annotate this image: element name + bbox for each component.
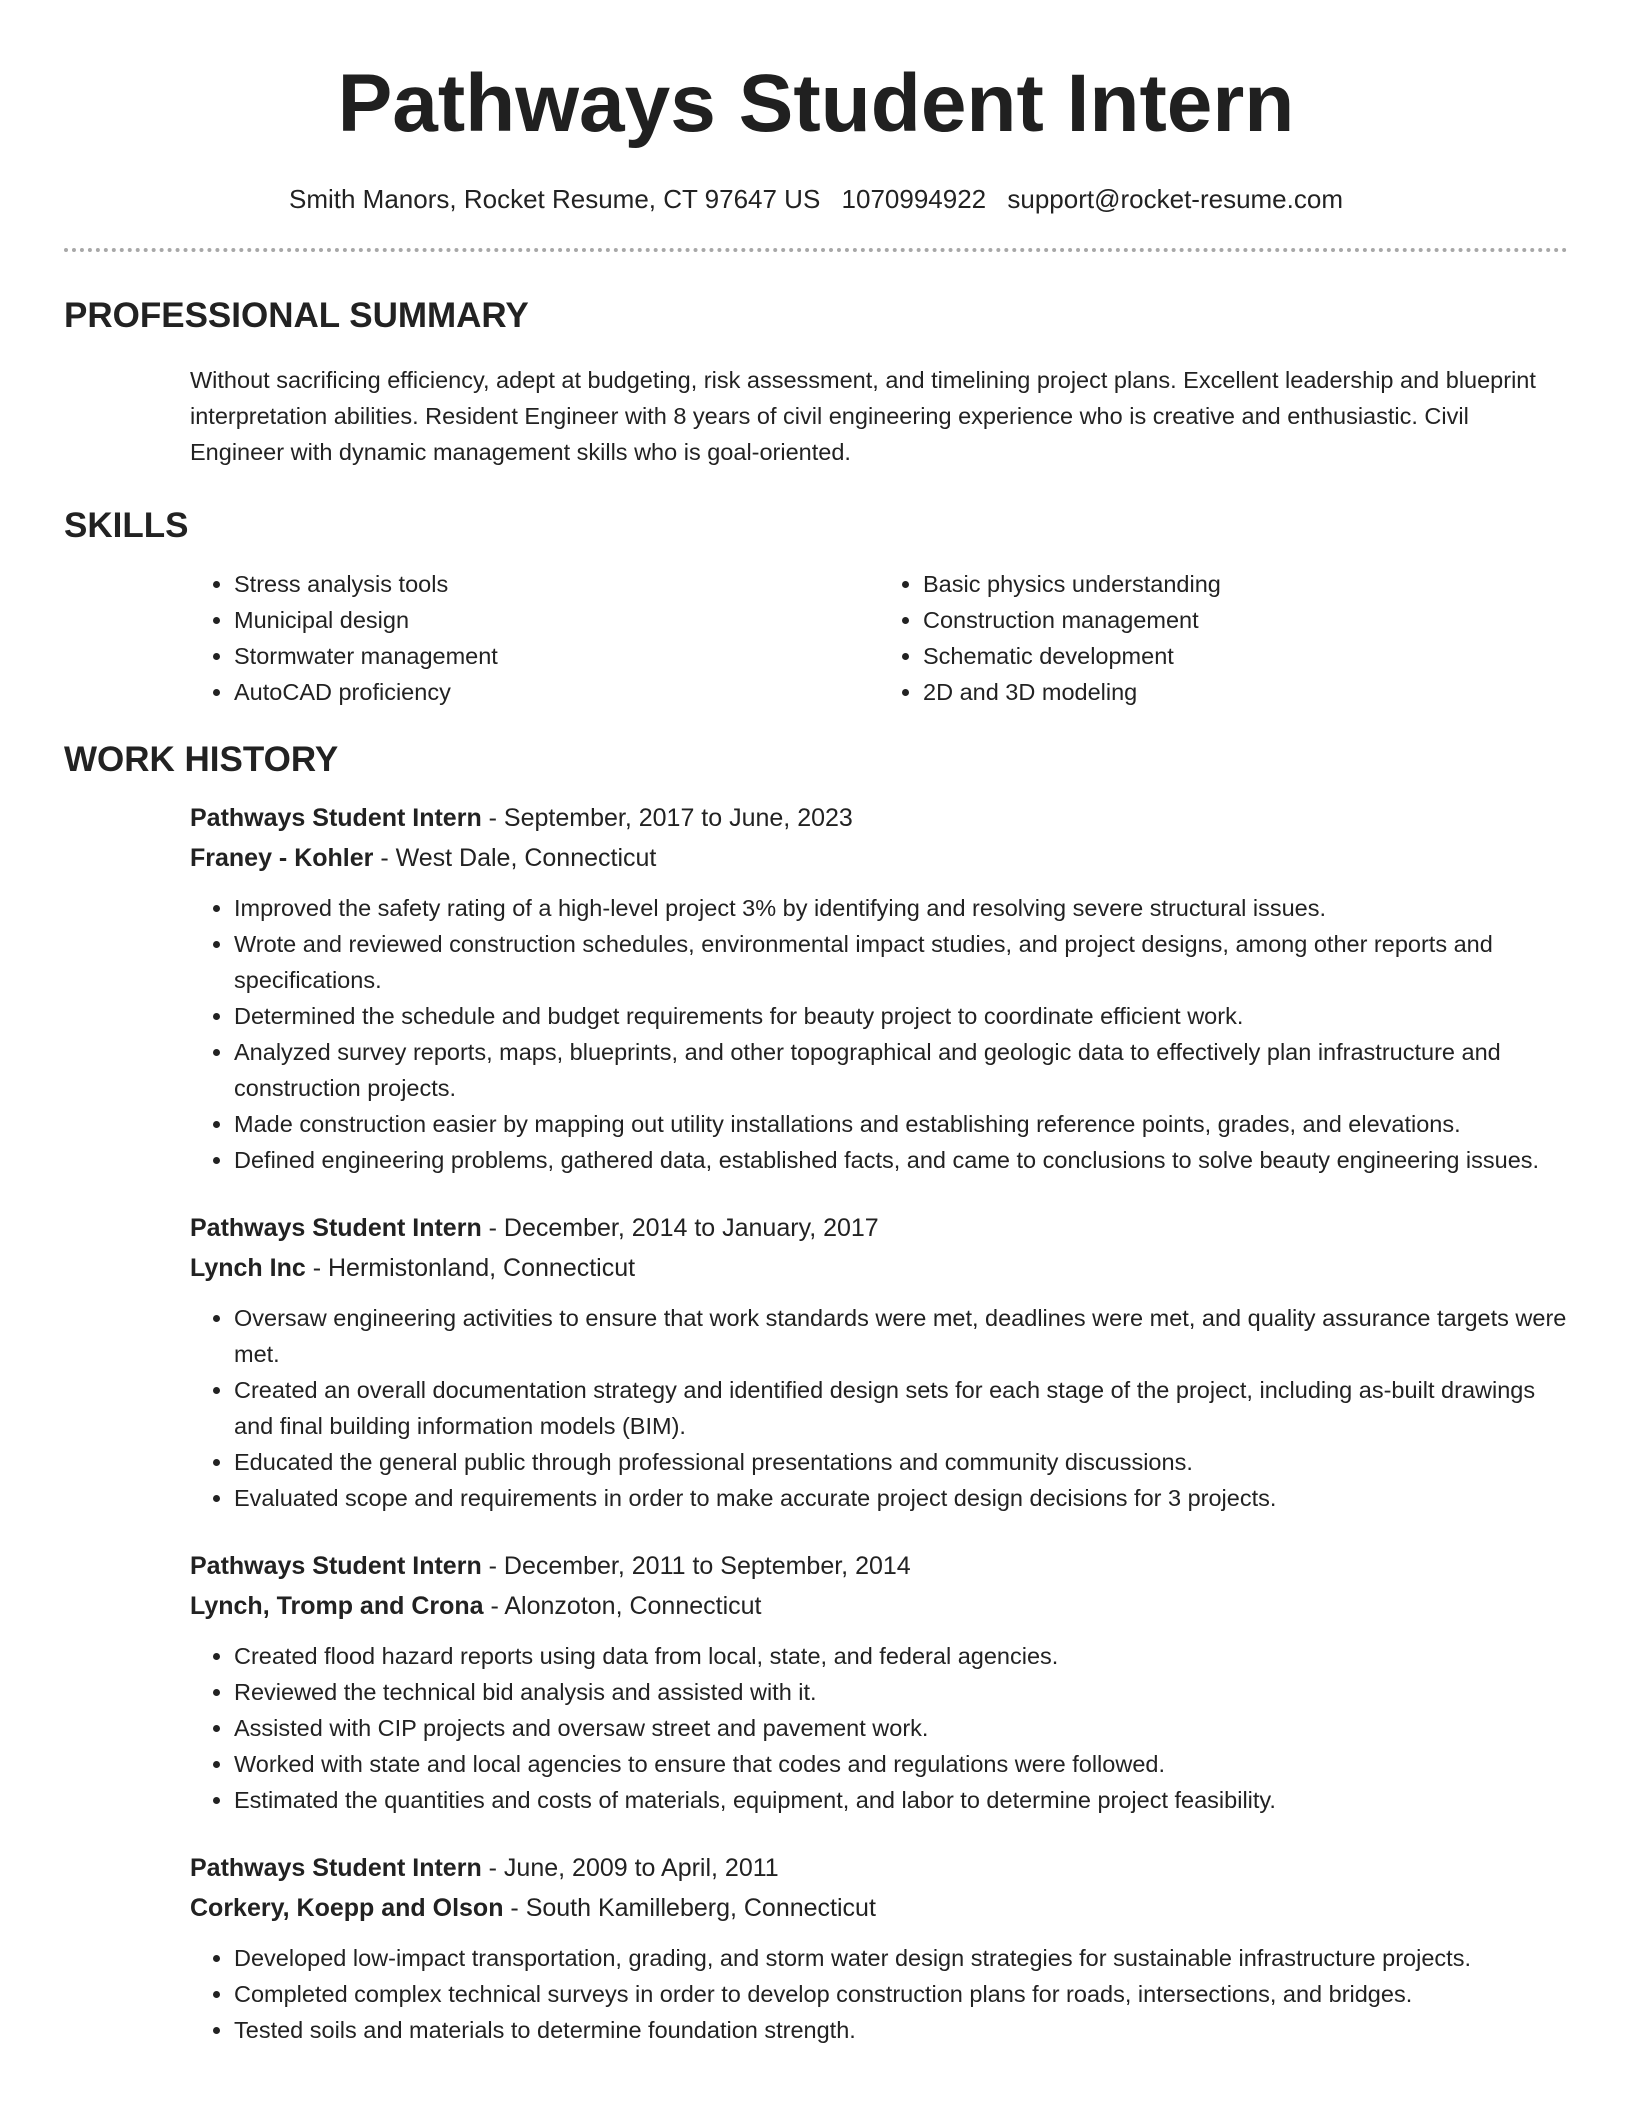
job-location: - Hermistonland, Connecticut [305,1254,636,1282]
contact-email: support@rocket-resume.com [1007,184,1343,214]
header-divider [64,248,1568,252]
job-bullet: • Made construction easier by mapping out utility installations and establishing reference points, grades, and elevations. [234,1106,1580,1142]
job-entry [190,798,1568,1178]
skill-item: • Stress analysis tools [234,566,879,602]
job-bullet: • Wrote and reviewed construction schedules, environmental impact studies, and project designs, among other reports and specifications. [234,926,1580,998]
job-title-line [190,1546,1568,1586]
job-dates: - December, 2014 to January, 2017 [481,1214,879,1242]
job-bullet: • Created flood hazard reports using data from local, state, and federal agencies. [234,1638,1580,1674]
job-bullet: • Developed low-impact transportation, grading, and storm water design strategies for sustainable infrastructure projects. [234,1940,1580,1976]
work-history-section [190,798,1568,2048]
job-company: Corkery, Koepp and Olson [190,1894,504,1922]
job-entry [190,1848,1568,2048]
job-bullets [190,890,1580,1178]
work-history-heading: WORK HISTORY [64,740,339,779]
job-bullet: • Tested soils and materials to determine foundation strength. [234,2012,1580,2048]
job-bullet: • Assisted with CIP projects and oversaw street and pavement work. [234,1710,1580,1746]
job-company: Lynch Inc [190,1254,306,1282]
contact-phone: 1070994922 [841,184,987,214]
job-bullet: • Completed complex technical surveys in order to develop construction plans for roads, intersections, and bridges. [234,1976,1580,2012]
job-bullet: • Reviewed the technical bid analysis and assisted with it. [234,1674,1580,1710]
skill-item: • Schematic development [923,638,1568,674]
job-title-line [190,798,1568,838]
job-company-line [190,838,1568,878]
job-company: Lynch, Tromp and Crona [190,1592,484,1620]
skills-heading: SKILLS [64,506,189,545]
job-company-line [190,1888,1568,1928]
skills-list-left [190,566,879,710]
job-dates: - June, 2009 to April, 2011 [481,1854,779,1882]
skills-section [190,566,1568,710]
job-bullet: • Analyzed survey reports, maps, blueprints, and other topographical and geologic data to effectively plan infrastructure and construction projects. [234,1034,1580,1106]
job-entry [190,1546,1568,1818]
job-bullet: • Defined engineering problems, gathered data, established facts, and came to conclusions to solve beauty engineering issues. [234,1142,1580,1178]
skill-item: • AutoCAD proficiency [234,674,879,710]
job-title: Pathways Student Intern [190,1214,482,1242]
job-location: - West Dale, Connecticut [373,844,657,872]
job-dates: - December, 2011 to September, 2014 [481,1552,911,1580]
contact-address: Smith Manors, Rocket Resume, CT 97647 US [289,184,821,214]
summary-section [190,362,1568,470]
job-bullet: • Oversaw engineering activities to ensure that work standards were met, deadlines were met, and quality assurance targets were met. [234,1300,1580,1372]
job-company-line [190,1248,1568,1288]
skills-list-right [879,566,1568,710]
summary-heading: PROFESSIONAL SUMMARY [64,296,529,335]
job-bullet: • Evaluated scope and requirements in order to make accurate project design decisions for 3 projects. [234,1480,1580,1516]
job-title: Pathways Student Intern [190,1854,482,1882]
job-location: - Alonzoton, Connecticut [483,1592,762,1620]
job-company: Franey - Kohler [190,844,374,872]
job-bullets [190,1940,1580,2048]
skill-item: • Municipal design [234,602,879,638]
job-bullet: • Educated the general public through professional presentations and community discussions. [234,1444,1580,1480]
job-entry [190,1208,1568,1516]
skill-item: • Basic physics understanding [923,566,1568,602]
job-bullet: • Determined the schedule and budget requirements for beauty project to coordinate efficient work. [234,998,1580,1034]
job-title: Pathways Student Intern [190,804,482,832]
job-location: - South Kamilleberg, Connecticut [503,1894,876,1922]
skill-item: • Construction management [923,602,1568,638]
job-company-line [190,1586,1568,1626]
skill-item: • Stormwater management [234,638,879,674]
job-title-line [190,1848,1568,1888]
resume-name: Pathways Student Intern [337,58,1295,149]
job-title-line [190,1208,1568,1248]
job-dates: - September, 2017 to June, 2023 [481,804,853,832]
job-bullet: • Created an overall documentation strategy and identified design sets for each stage of the project, including as-built drawings and final building information models (BIM). [234,1372,1580,1444]
job-bullets [190,1638,1580,1818]
skill-item: • 2D and 3D modeling [923,674,1568,710]
job-bullets [190,1300,1580,1516]
job-bullet: • Estimated the quantities and costs of materials, equipment, and labor to determine project feasibility. [234,1782,1580,1818]
job-title: Pathways Student Intern [190,1552,482,1580]
job-bullet: • Improved the safety rating of a high-level project 3% by identifying and resolving severe structural issues. [234,890,1580,926]
job-bullet: • Worked with state and local agencies to ensure that codes and regulations were followed. [234,1746,1580,1782]
contact-line [64,182,1568,216]
summary-text: Without sacrificing efficiency, adept at budgeting, risk assessment, and timelining project plans. Excellent leadership and blueprint interpretation abilities. Resident Engineer with 8 years of civil engineering experience who is creative and enthusiastic. Civil Engineer with dynamic management skills who is goal-oriented. [190,367,1536,465]
